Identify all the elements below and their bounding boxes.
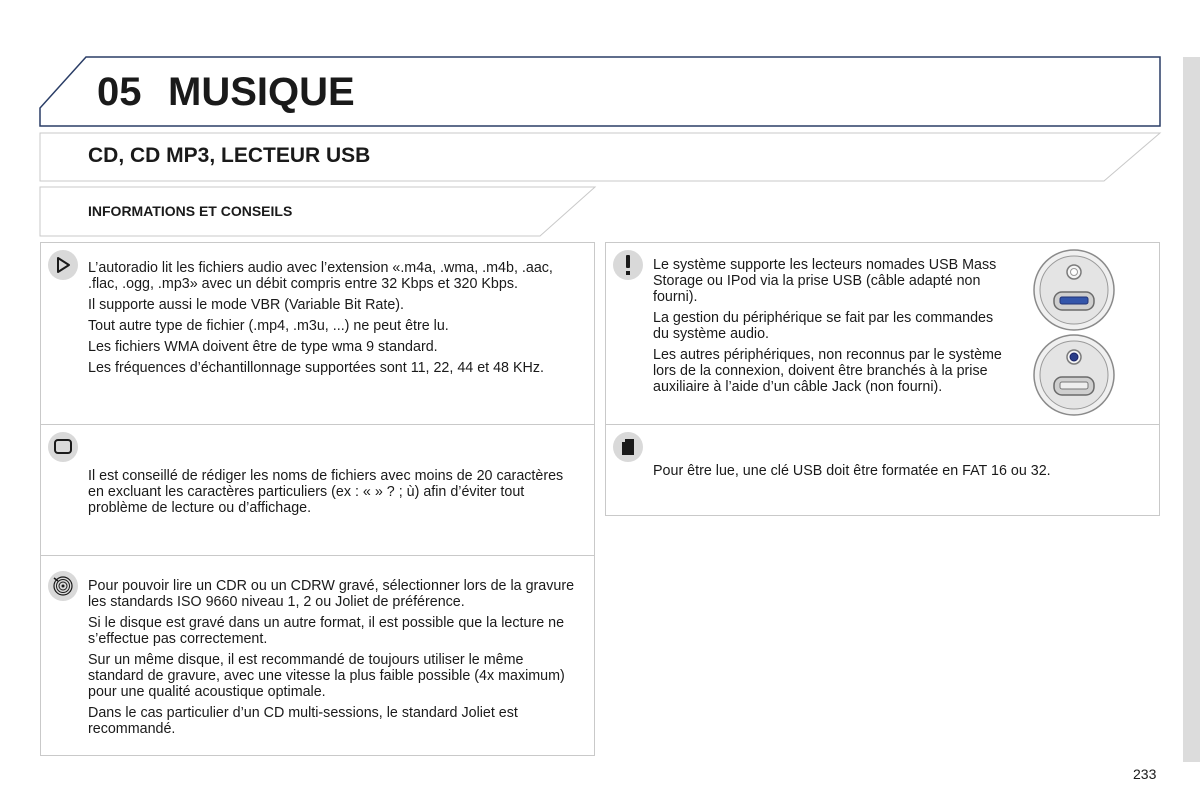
paragraph: Pour pouvoir lire un CDR ou un CDRW gravé, sélectionner lors de la gravure les standards ISO 9660 niveau 1, 2 ou Joliet de préférence. [88, 578, 575, 610]
paragraph: Les autres périphériques, non reconnus par le système lors de la connexion, doivent être branchés à la prise auxiliaire à l’aide d’un câble Jack (non fourni). [653, 347, 1002, 395]
paragraph: Pour être lue, une clé USB doit être formatée en FAT 16 ou 32. [653, 463, 1051, 479]
paragraph: Dans le cas particulier d’un CD multi-sessions, le standard Joliet est recommandé. [88, 705, 518, 737]
paragraph: Sur un même disque, il est recommandé de toujours utiliser le même standard de gravure, avec une vitesse la plus faible possible (4x maximum) pour une qualité acoustique optimale. [88, 652, 565, 700]
paragraph: L’autoradio lit les fichiers audio avec l’extension «.m4a, .wma, .m4b, .aac, .flac, .ogg, .mp3» avec un débit compris entre 32 Kbps et 320 Kbps. [88, 260, 553, 292]
paragraph: Il supporte aussi le mode VBR (Variable Bit Rate). [88, 297, 404, 313]
paragraph: La gestion du périphérique se fait par les commandes du système audio. [653, 310, 994, 342]
usb-support-text [653, 257, 1003, 400]
usb-socket-icon [1034, 250, 1114, 330]
disc-icon [48, 571, 78, 601]
subsection-title: INFORMATIONS ET CONSEILS [88, 203, 293, 219]
file-names-text [88, 468, 583, 521]
jack-socket-icon [1034, 335, 1114, 415]
paragraph: Les fréquences d’échantillonnage supportées sont 11, 22, 44 et 48 KHz. [88, 360, 544, 376]
cd-burning-text [88, 578, 583, 742]
page-edge-bar [1183, 57, 1200, 762]
paragraph: Il est conseillé de rédiger les noms de fichiers avec moins de 20 caractères en excluant les caractères particuliers (ex : « » ? ; ù) afin d’éviter tout problème de lecture ou d’affichage. [88, 468, 564, 516]
paragraph: Les fichiers WMA doivent être de type wma 9 standard. [88, 339, 438, 355]
chapter-number: 05 [97, 70, 142, 114]
paragraph: Si le disque est gravé dans un autre format, il est possible que la lecture ne s’effectue pas correctement. [88, 615, 565, 647]
page-number: 233 [1133, 766, 1157, 782]
section-title: CD, CD MP3, LECTEUR USB [88, 144, 371, 167]
usb-format-text [653, 463, 1143, 484]
rounded-square-icon [48, 432, 78, 462]
usb-key-icon [613, 432, 643, 462]
usb-port-illustration [1032, 248, 1116, 418]
exclamation-icon [613, 250, 643, 280]
paragraph: Le système supporte les lecteurs nomades USB Mass Storage ou IPod via la prise USB (câble adapté non fourni). [653, 257, 997, 305]
play-triangle-icon [48, 250, 78, 280]
chapter-title: MUSIQUE [168, 70, 355, 114]
audio-formats-text [88, 260, 583, 381]
paragraph: Tout autre type de fichier (.mp4, .m3u, ...) ne peut être lu. [88, 318, 449, 334]
